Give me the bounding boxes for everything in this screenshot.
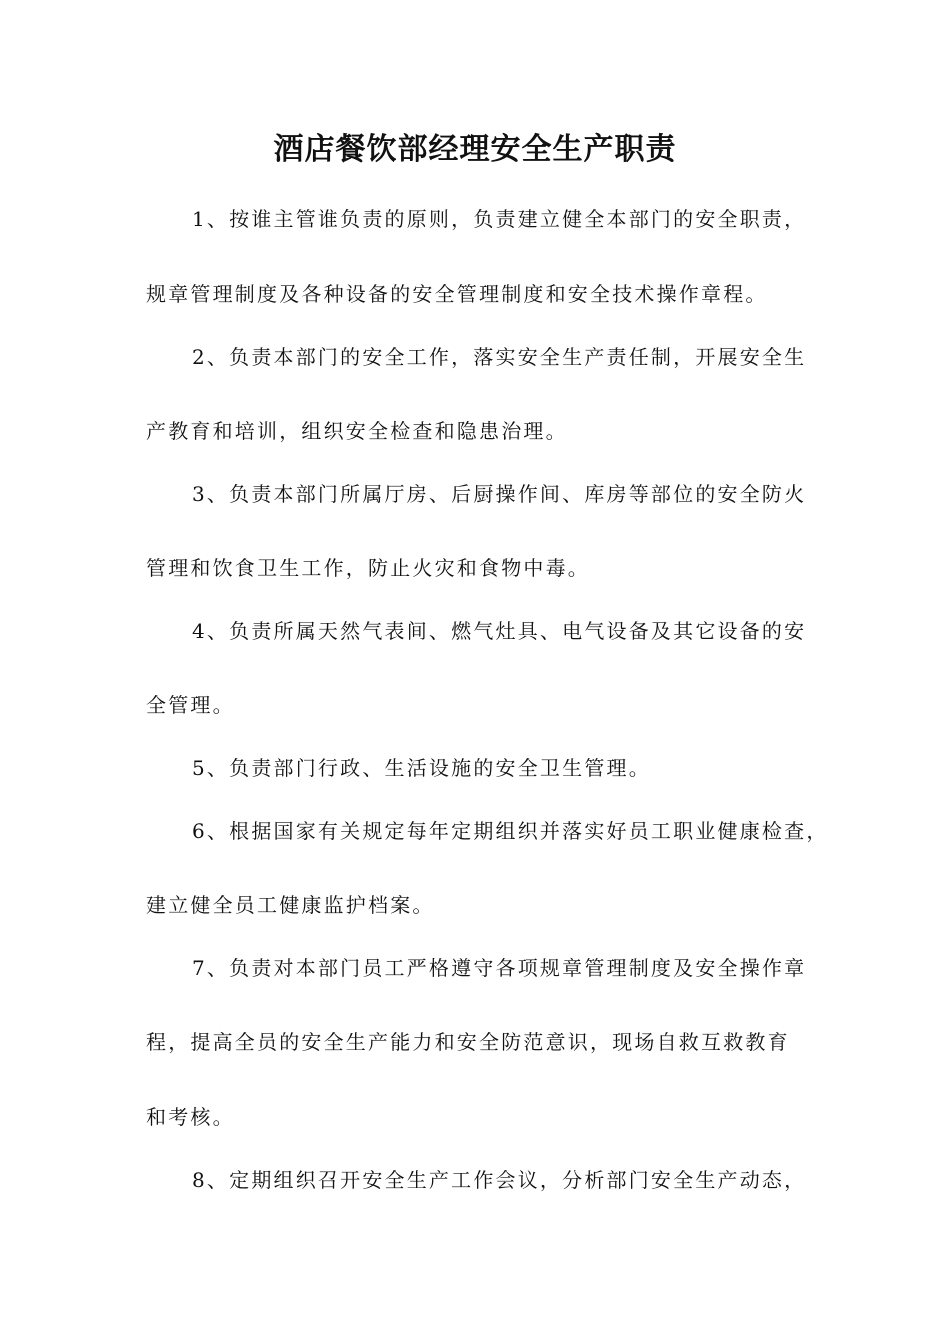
paragraph-2-line-1: 2、负责本部门的安全工作，落实安全生产责任制，开展安全生 xyxy=(192,345,807,369)
paragraph-7-line-2: 程，提高全员的安全生产能力和安全防范意识，现场自救互救教育 xyxy=(146,1030,790,1054)
paragraph-8-line-1: 8、定期组织召开安全生产工作会议，分析部门安全生产动态， xyxy=(192,1168,807,1192)
paragraph-4-line-2: 全管理。 xyxy=(146,693,235,717)
paragraph-7-line-3: 和考核。 xyxy=(146,1105,235,1129)
document-title: 酒店餐饮部经理安全生产职责 xyxy=(273,132,677,167)
paragraph-4-line-1: 4、负责所属天然气表间、燃气灶具、电气设备及其它设备的安 xyxy=(192,619,807,643)
paragraph-3-line-1: 3、负责本部门所属厅房、后厨操作间、库房等部位的安全防火 xyxy=(192,482,807,506)
paragraph-1-line-2: 规章管理制度及各种设备的安全管理制度和安全技术操作章程。 xyxy=(146,282,768,306)
paragraph-7-line-1: 7、负责对本部门员工严格遵守各项规章管理制度及安全操作章 xyxy=(192,956,807,980)
paragraph-2-line-2: 产教育和培训，组织安全检查和隐患治理。 xyxy=(146,419,568,443)
paragraph-6-line-2: 建立健全员工健康监护档案。 xyxy=(146,893,435,917)
paragraph-3-line-2: 管理和饮食卫生工作，防止火灾和食物中毒。 xyxy=(146,556,590,580)
paragraph-5-line-1: 5、负责部门行政、生活设施的安全卫生管理。 xyxy=(192,756,651,780)
paragraph-1-line-1: 1、按谁主管谁负责的原则，负责建立健全本部门的安全职责， xyxy=(192,207,807,231)
paragraph-6-line-1: 6、根据国家有关规定每年定期组织并落实好员工职业健康检查， xyxy=(192,819,829,843)
